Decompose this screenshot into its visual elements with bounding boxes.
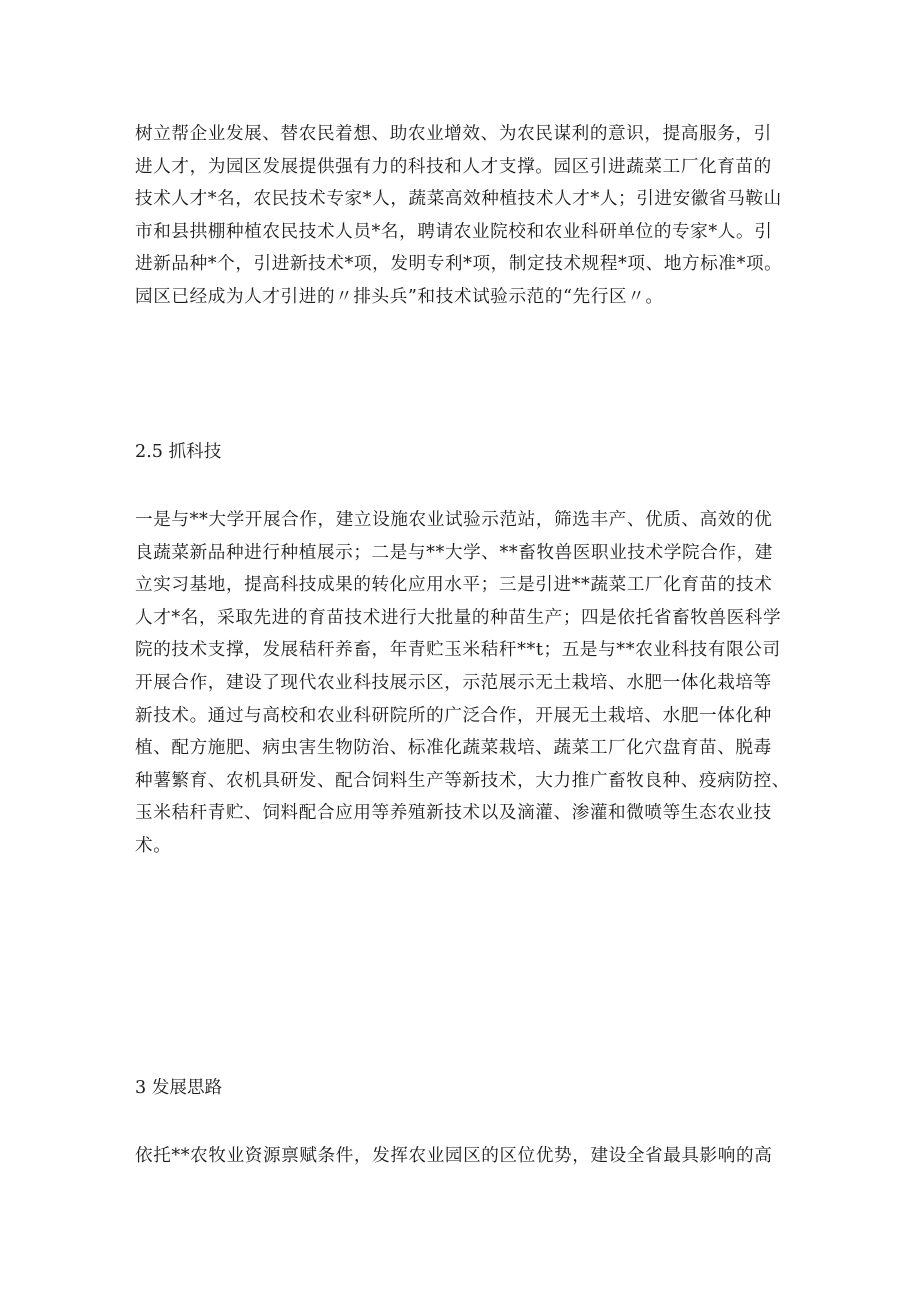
text-line: 进新品种*个，引进新技术*项，发明专利*项，制定技术规程*项、地方标准*项。 (135, 254, 783, 275)
section-heading-3: 3 发展思路 (135, 1078, 223, 1098)
text-line: 新技术。通过与高校和农业科研院所的广泛合作，开展无土栽培、水肥一体化种 (135, 705, 772, 726)
text-line: 良蔬菜新品种进行种植展示；二是与**大学、**畜牧兽医职业技术学院合作，建 (135, 542, 773, 563)
text-line: 玉米秸秆青贮、饲料配合应用等养殖新技术以及滴灌、渗灌和微喷等生态农业技 (135, 803, 772, 824)
text-line: 开展合作，建设了现代农业科技展示区，示范展示无土栽培、水肥一体化栽培等 (135, 672, 772, 693)
paragraph-technology (135, 504, 795, 863)
text-line: 市和县拱棚种植农民技术人员*名，聘请农业院校和农业科研单位的专家*人。引 (135, 221, 773, 242)
text-line: 人才*名，采取先进的育苗技术进行大批量的种苗生产；四是依托省畜牧兽医科学 (135, 607, 782, 628)
text-line: 进人才，为园区发展提供强有力的科技和人才支撑。园区引进蔬菜工厂化育苗的 (135, 156, 772, 177)
text-line: 种薯繁育、农机具研发、配合饲料生产等新技术，大力推广畜牧良种、疫病防控、 (135, 770, 790, 791)
text-line: 树立帮企业发展、替农民着想、助农业增效、为农民谋利的意识，提高服务，引 (135, 124, 772, 144)
text-line: 术。 (135, 835, 172, 856)
text-line: 技术人才*名，农民技术专家*人，蔬菜高效种植技术人才*人；引进安徽省马鞍山 (135, 189, 782, 210)
text-line: 植、配方施肥、病虫害生物防治、标准化蔬菜栽培、蔬菜工厂化穴盘育苗、脱毒 (135, 738, 772, 759)
text-line: 立实习基地，提高科技成果的转化应用水平；三是引进**蔬菜工厂化育苗的技术 (135, 575, 773, 596)
text-line: 院的技术支撑，发展秸秆养畜，年青贮玉米秸秆**t；五是与**农业科技有限公司 (135, 640, 781, 661)
paragraph-talent (135, 118, 795, 314)
paragraph-development (135, 1140, 795, 1173)
section-heading-2-5: 2.5 抓科技 (135, 442, 222, 462)
text-line: 依托**农牧业资源禀赋条件，发挥农业园区的区位优势，建设全省最具影响的高 (135, 1146, 773, 1166)
text-line: 园区已经成为人才引进的〃排头兵”和技术试验示范的“先行区〃。 (135, 286, 664, 307)
text-line: 一是与**大学开展合作，建立设施农业试验示范站，筛选丰产、优质、高效的优 (135, 510, 773, 530)
